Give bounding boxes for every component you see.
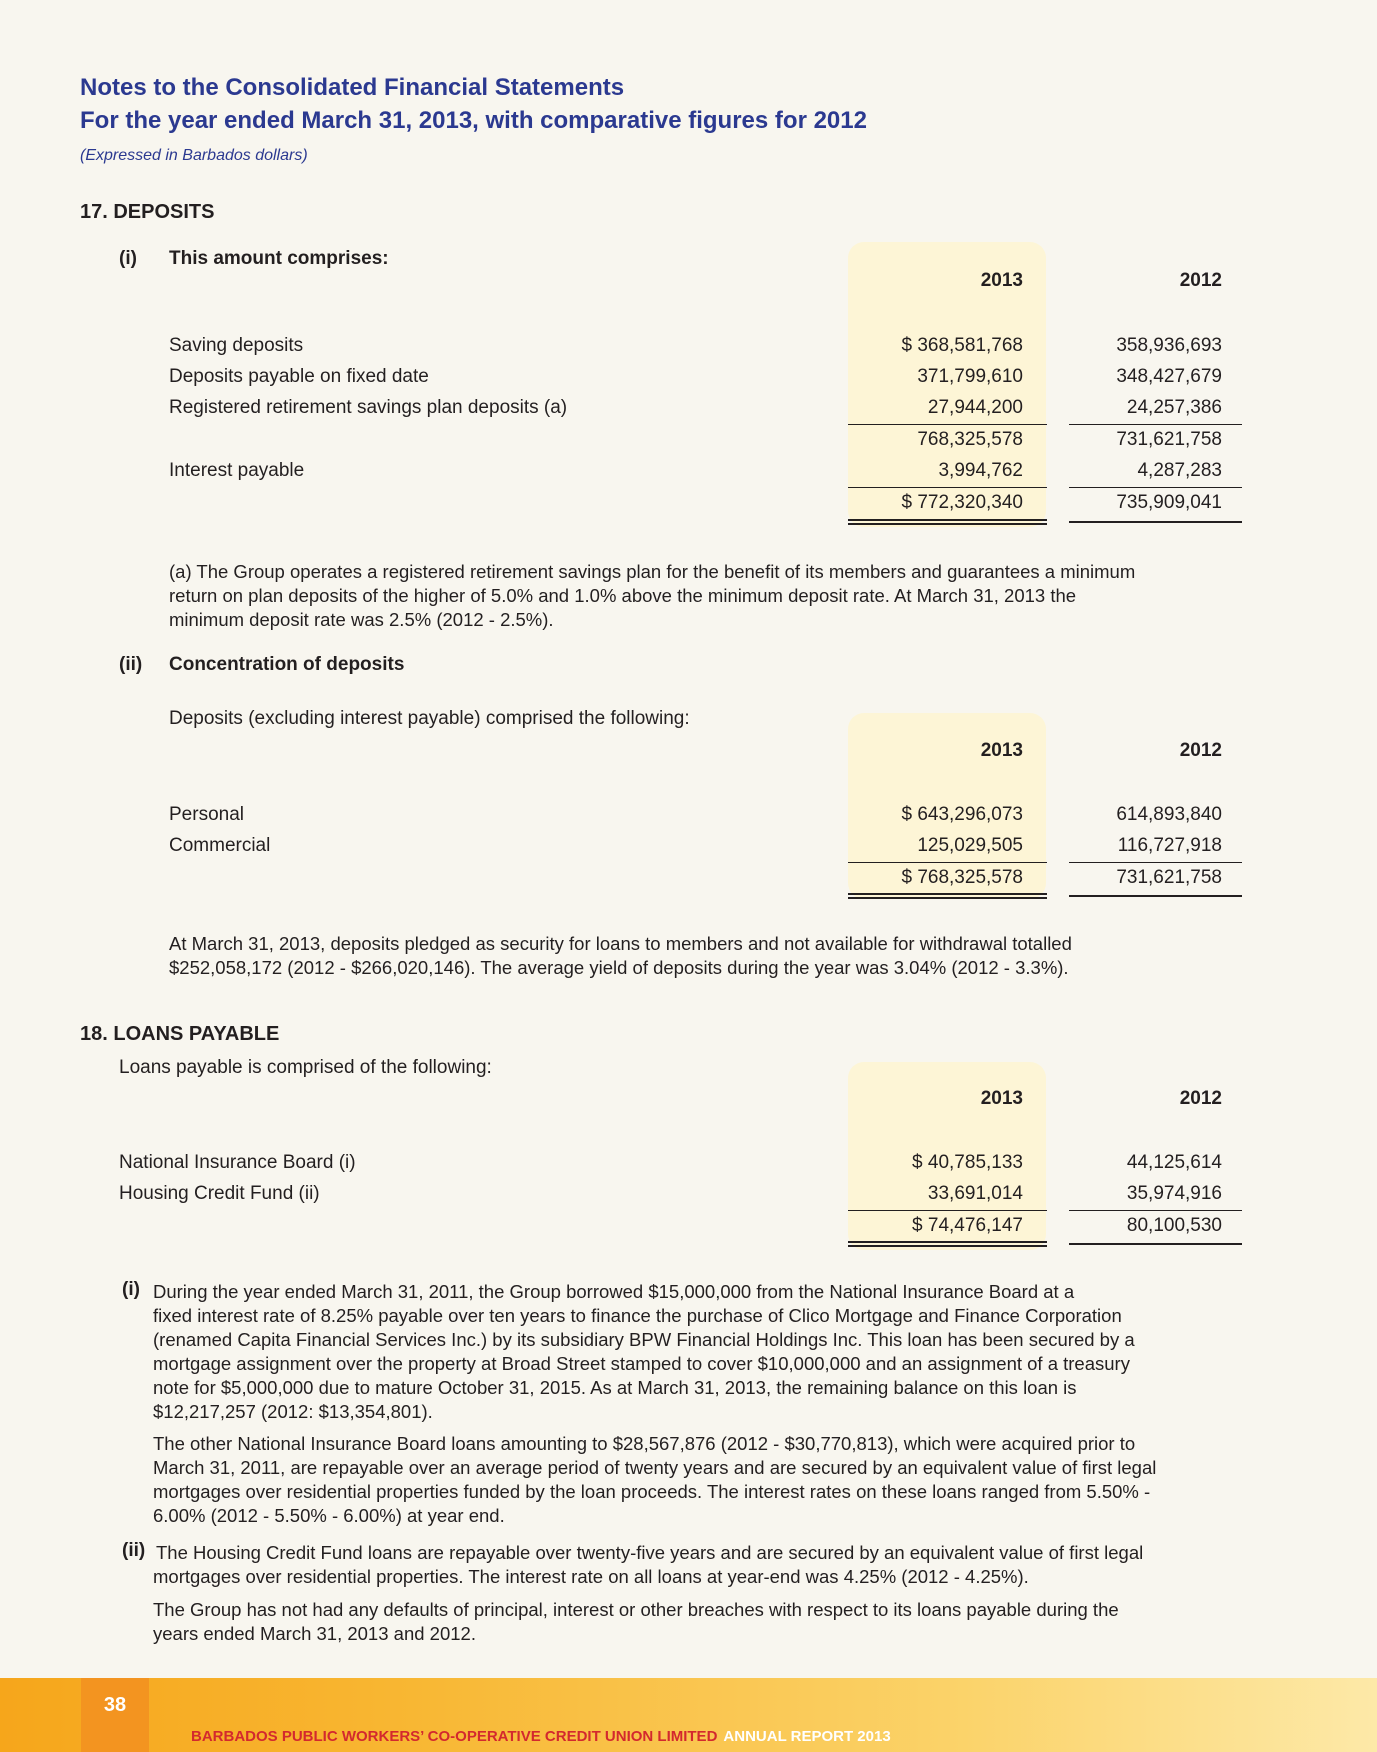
currency-note: (Expressed in Barbados dollars) xyxy=(80,147,308,164)
section-heading-deposits: 17. DEPOSITS xyxy=(80,201,215,223)
note-line: March 31, 2011, are repayable over an average period of twenty years and are secured by an equivalent value of first legal xyxy=(153,1457,1157,1478)
note-line: return on plan deposits of the higher of 5.0% and 1.0% above the minimum deposit rate. At March 31, 2013 the xyxy=(169,585,1077,606)
value-2013: $ 40,785,133 xyxy=(912,1152,1023,1173)
note-line: (a) The Group operates a registered retirement savings plan for the benefit of its members and guarantees a minimum xyxy=(169,561,1136,582)
column-header-2013: 2013 xyxy=(980,740,1023,761)
value-2012: 116,727,918 xyxy=(1117,835,1222,856)
note-ii-para2 xyxy=(153,1598,1119,1646)
subtotal-2012: 731,621,758 xyxy=(1116,429,1222,450)
page-number: 38 xyxy=(81,1678,149,1752)
value-2012: 44,125,614 xyxy=(1126,1152,1222,1173)
value-2013: 3,994,762 xyxy=(938,460,1023,481)
rule-line xyxy=(848,893,1047,895)
rule-line xyxy=(1069,895,1242,897)
value-2013: $ 368,581,768 xyxy=(901,335,1023,356)
part-ii-intro: Deposits (excluding interest payable) comprised the following: xyxy=(169,708,690,729)
total-2013: $ 768,325,578 xyxy=(901,867,1023,888)
total-2012: 735,909,041 xyxy=(1116,492,1222,513)
rule-line xyxy=(848,897,1047,899)
footer-report-label: ANNUAL REPORT 2013 xyxy=(723,1728,891,1745)
total-2013: $ 74,476,147 xyxy=(912,1215,1023,1236)
note-i-marker: (i) xyxy=(122,1279,140,1300)
note-line: mortgage assignment over the property at Broad Street stamped to cover $10,000,000 and an assignment of a treasury xyxy=(153,1353,1130,1374)
deposit-note xyxy=(169,932,1072,980)
note-i-para2 xyxy=(153,1432,1156,1528)
rule-line xyxy=(1069,424,1242,425)
row-label: Housing Credit Fund (ii) xyxy=(119,1183,320,1204)
row-label: Deposits payable on fixed date xyxy=(169,366,429,387)
value-2013: 27,944,200 xyxy=(927,397,1023,418)
note-line: $12,217,257 (2012: $13,354,801). xyxy=(153,1401,433,1422)
rule-line xyxy=(848,862,1047,863)
rule-line xyxy=(1069,862,1242,863)
note-line: minimum deposit rate was 2.5% (2012 - 2.5%). xyxy=(169,609,554,630)
column-header-2012: 2012 xyxy=(1179,740,1222,761)
rule-line xyxy=(848,1245,1047,1247)
rule-line xyxy=(1069,487,1242,488)
value-2012: 4,287,283 xyxy=(1137,460,1222,481)
row-label: Saving deposits xyxy=(169,335,304,356)
value-2013: 371,799,610 xyxy=(917,366,1023,387)
row-label: Commercial xyxy=(169,835,271,856)
total-2012: 731,621,758 xyxy=(1116,867,1222,888)
note-line: At March 31, 2013, deposits pledged as security for loans to members and not available for withdrawal totalled xyxy=(169,933,1072,954)
row-label: Interest payable xyxy=(169,460,305,481)
note-line: 6.00% (2012 - 5.50% - 6.00%) at year end. xyxy=(153,1505,505,1526)
value-2013: $ 643,296,073 xyxy=(901,804,1023,825)
part-i-numeral: (i) xyxy=(119,248,137,269)
value-2013: 33,691,014 xyxy=(927,1183,1023,1204)
part-i-title: This amount comprises: xyxy=(169,248,389,269)
rule-line xyxy=(1069,521,1242,523)
value-2013: 125,029,505 xyxy=(917,835,1023,856)
value-2012: 35,974,916 xyxy=(1126,1183,1222,1204)
column-header-2013: 2013 xyxy=(980,1088,1023,1109)
subtotal-2013: 768,325,578 xyxy=(917,429,1023,450)
note-line: The Housing Credit Fund loans are repayable over twenty-five years and are secured by an equivalent value of first legal xyxy=(156,1542,1144,1563)
footer-org-name: BARBADOS PUBLIC WORKERS’ CO-OPERATIVE CREDIT UNION LIMITED xyxy=(191,1728,718,1745)
rule-line xyxy=(848,523,1047,525)
note-line: (renamed Capita Financial Services Inc.) by its subsidiary BPW Financial Holdings Inc. This loan has been secured by a xyxy=(153,1329,1135,1350)
rule-line xyxy=(848,519,1047,521)
column-header-2012: 2012 xyxy=(1179,270,1222,291)
rule-line xyxy=(1069,1210,1242,1211)
row-label: Personal xyxy=(169,804,244,825)
rule-line xyxy=(848,424,1047,425)
value-2012: 614,893,840 xyxy=(1116,804,1222,825)
section-heading-loans: 18. LOANS PAYABLE xyxy=(80,1023,280,1045)
note-i-text xyxy=(153,1280,1135,1424)
row-label: National Insurance Board (i) xyxy=(119,1152,356,1173)
note-line: note for $5,000,000 due to mature October 31, 2015. As at March 31, 2013, the remaining balance on this loan is xyxy=(153,1377,1077,1398)
note-line: The other National Insurance Board loans amounting to $28,567,876 (2012 - $30,770,813), which were acquired prior to xyxy=(153,1433,1136,1454)
page-subtitle: For the year ended March 31, 2013, with comparative figures for 2012 xyxy=(80,107,867,134)
rule-line xyxy=(1069,1243,1242,1245)
page-title: Notes to the Consolidated Financial Statements xyxy=(80,74,625,101)
row-label: Registered retirement savings plan deposits (a) xyxy=(169,397,568,418)
note-ii-text xyxy=(153,1541,1143,1589)
total-2012: 80,100,530 xyxy=(1126,1215,1222,1236)
loans-intro: Loans payable is comprised of the following: xyxy=(119,1057,492,1078)
value-2012: 348,427,679 xyxy=(1116,366,1222,387)
rule-line xyxy=(848,1210,1047,1211)
column-header-2012: 2012 xyxy=(1179,1088,1222,1109)
value-2012: 24,257,386 xyxy=(1126,397,1222,418)
part-ii-title: Concentration of deposits xyxy=(169,654,405,675)
note-line: fixed interest rate of 8.25% payable over ten years to finance the purchase of Clico Mortgage and Finance Corporation xyxy=(153,1305,1122,1326)
rule-line xyxy=(848,487,1047,488)
value-2012: 358,936,693 xyxy=(1116,335,1222,356)
footer-text xyxy=(191,1728,891,1745)
part-ii-numeral: (ii) xyxy=(119,654,143,675)
note-line: years ended March 31, 2013 and 2012. xyxy=(153,1623,476,1644)
note-line: mortgages over residential properties funded by the loan proceeds. The interest rates on these loans ranged from 5.50% - xyxy=(153,1481,1151,1502)
total-2013: $ 772,320,340 xyxy=(901,492,1023,513)
note-line: $252,058,172 (2012 - $266,020,146). The average yield of deposits during the year was 3.04% (2012 - 3.3%). xyxy=(169,957,1069,978)
column-header-2013: 2013 xyxy=(980,270,1023,291)
note-line: mortgages over residential properties. The interest rate on all loans at year-end was 4.25% (2012 - 4.25%). xyxy=(153,1566,1029,1587)
note-line: The Group has not had any defaults of principal, interest or other breaches with respect to its loans payable during the xyxy=(153,1599,1119,1620)
note-ii-marker: (ii) xyxy=(122,1540,146,1561)
note-line: During the year ended March 31, 2011, the Group borrowed $15,000,000 from the National Insurance Board at a xyxy=(153,1281,1075,1302)
rule-line xyxy=(848,1241,1047,1243)
note-a xyxy=(169,560,1135,632)
